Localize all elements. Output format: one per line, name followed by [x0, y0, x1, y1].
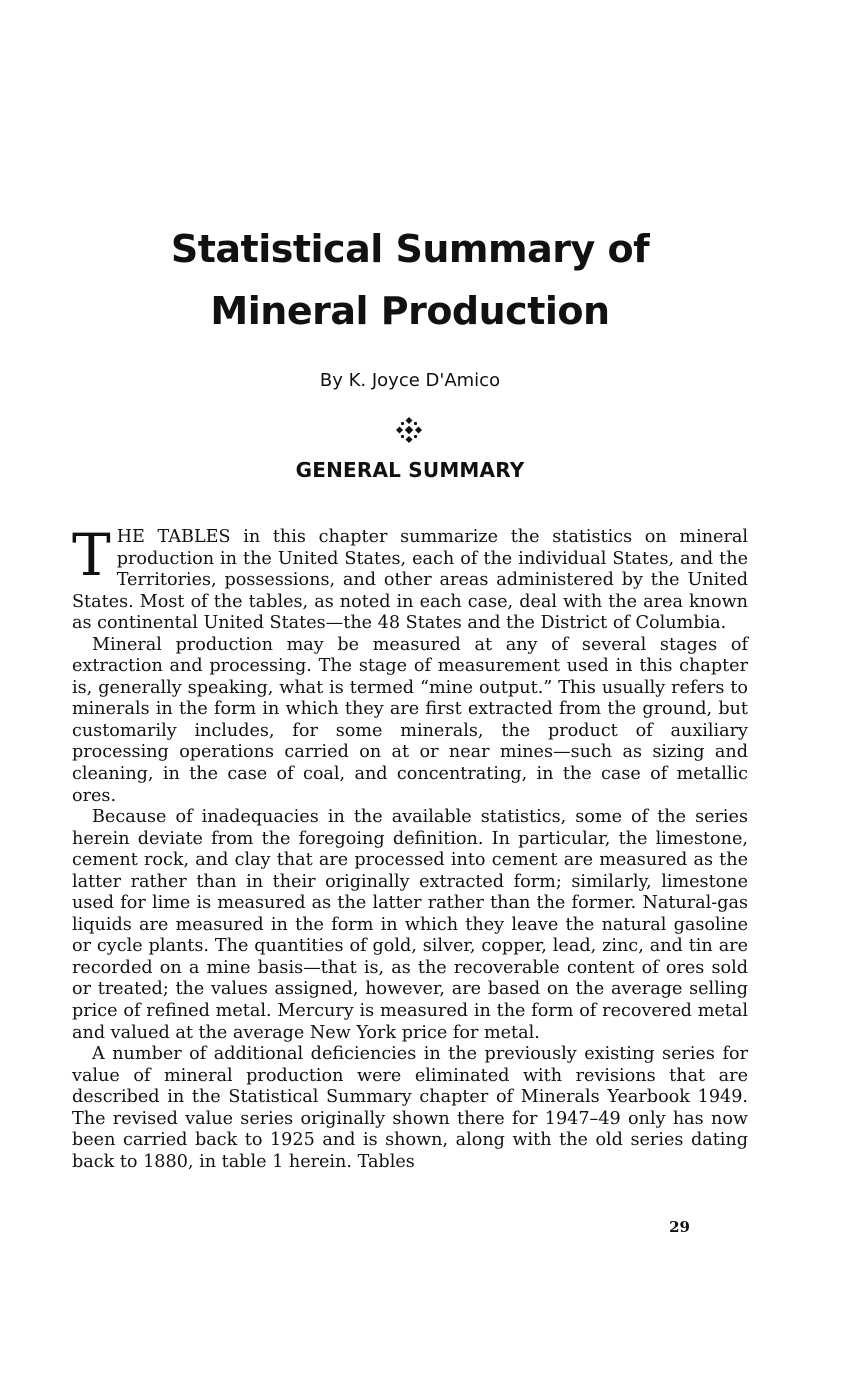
section-heading: GENERAL SUMMARY: [295, 458, 525, 482]
paragraph-2: Mineral production may be measured at any of several stages of extraction and processing. The stage of measurement used in this chapter is, generally speaking, what is termed “mine output.” This usually refers to minerals in the form in which they are first extracted from the ground, but customarily includes, for some minerals, the product of auxiliary processing operations carried on at or near mines—such as sizing and cleaning, in the case of coal, and concentrating, in the case of metallic ores.: [72, 634, 748, 806]
author-byline: By K. Joyce D'Amico: [319, 370, 501, 391]
page-number: 29: [669, 1218, 690, 1236]
article-title: Statistical Summary of Mineral Production: [170, 227, 650, 333]
article-body: [72, 521, 748, 1173]
paragraph-1-text: HE TABLES in this chapter summarize the statistics on mineral production in the United States, each of the individual States, and the Territories, possessions, and other areas administered by the United States. Most of the tables, as noted in each case, deal with the area known as continental United States—the 48 States and the District of Columbia.: [72, 527, 748, 634]
diamond-flower-ornament-icon: [394, 415, 424, 445]
drop-cap: T: [72, 521, 111, 589]
paragraph-1: [72, 521, 748, 635]
paragraph-3: Because of inadequacies in the available statistics, some of the series herein deviate from the foregoing definition. In particular, the limestone, cement rock, and clay that are processed into cement are measured as the latter rather than in their originally extracted form; similarly, limestone used for lime is measured as the latter rather than the former. Natural-gas liquids are measured in the form in which they leave the natural gasoline or cycle plants. The quantities of gold, silver, copper, lead, zinc, and tin are recorded on a mine basis—that is, as the recoverable content of ores sold or treated; the values assigned, however, are based on the average selling price of refined metal. Mercury is measured in the form of recovered metal and valued at the average New York price for metal.: [72, 807, 748, 1043]
paragraph-4: A number of additional deficiencies in the previously existing series for value of mineral production were eliminated with revisions that are described in the Statistical Summary chapter of Minerals Yearbook 1949. The revised value series originally shown there for 1947–49 only has now been carried back to 1925 and is shown, along with the old series dating back to 1880, in table 1 herein. Tables: [72, 1044, 748, 1172]
